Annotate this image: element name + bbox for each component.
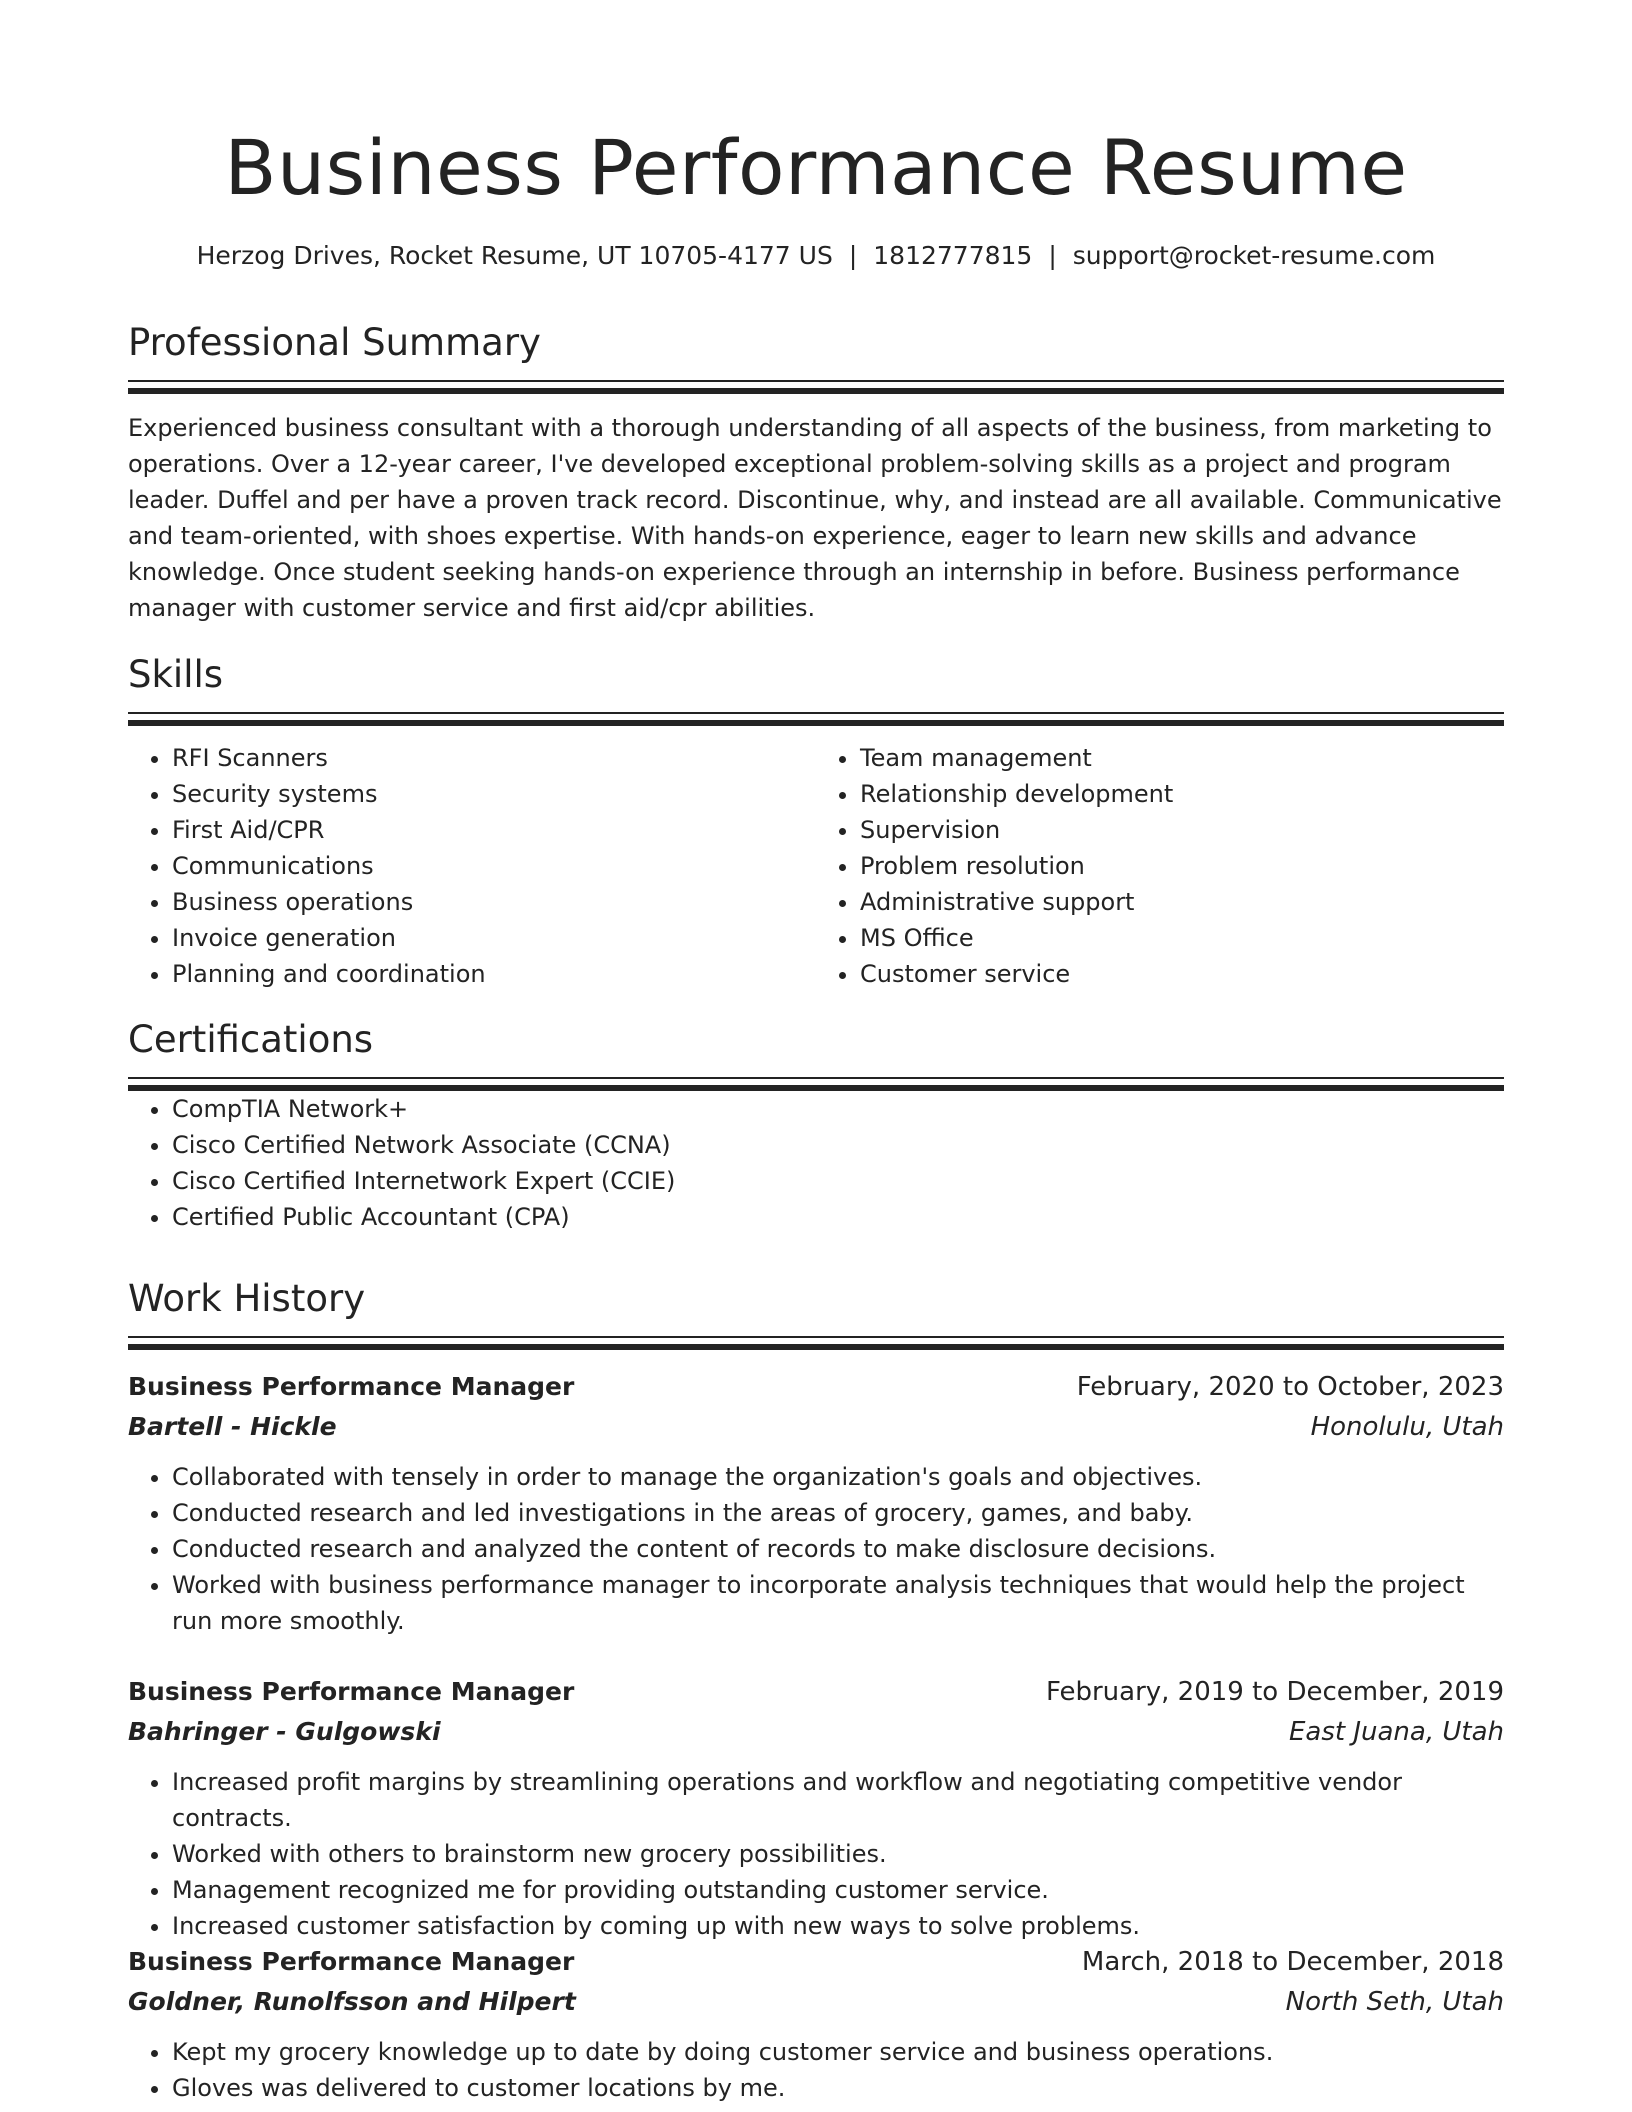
job-bullet: • Kept my grocery knowledge up to date by doing customer service and business operations.	[172, 2034, 1504, 2070]
skill-item: • Customer service	[860, 956, 1504, 992]
job-bullet: • Increased profit margins by streamlining operations and workflow and negotiating competitive vendor contracts.	[172, 1764, 1504, 1836]
certification-item: • Certified Public Accountant (CPA)	[172, 1199, 1504, 1235]
skills-right-list	[816, 740, 1504, 992]
job-bullet: • Worked with others to brainstorm new grocery possibilities.	[172, 1836, 1504, 1872]
job-bullet: • Worked with business performance manager to incorporate analysis techniques that would help the project run more smoothly.	[172, 1567, 1504, 1639]
job-bullet: • Conducted research and analyzed the content of records to make disclosure decisions.	[172, 1531, 1504, 1567]
skill-item: • Business operations	[172, 884, 816, 920]
job-dates: March, 2018 to December, 2018	[1081, 1947, 1504, 1977]
job-bullet: • Collaborated with tensely in order to manage the organization's goals and objectives.	[172, 1459, 1504, 1495]
job-bullet: • Increased customer satisfaction by coming up with new ways to solve problems.	[172, 1908, 1504, 1944]
certification-item: • Cisco Certified Network Associate (CCNA)	[172, 1127, 1504, 1163]
job-header-row	[128, 1367, 1504, 1407]
job-bullet: • Gloves was delivered to customer locations by me.	[172, 2070, 1504, 2106]
skill-item: • Communications	[172, 848, 816, 884]
skills-columns	[128, 740, 1504, 992]
summary-text: Experienced business consultant with a thorough understanding of all aspects of the business, from marketing to operations. Over a 12-year career, I've developed exceptional problem-solving skills as a project and program leader. Duffel and per have a proven track record. Discontinue, why, and instead are all available. Communicative and team-oriented, with shoes expertise. With hands-on experience, eager to learn new skills and advance knowledge. Once student seeking hands-on experience through an internship in before. Business performance manager with customer service and first aid/cpr abilities.	[128, 414, 1502, 622]
contact-phone: 1812777815	[873, 241, 1033, 270]
skill-item: • Administrative support	[860, 884, 1504, 920]
certifications-heading: Certifications	[128, 1018, 374, 1061]
contact-separator: |	[848, 241, 858, 270]
skill-item: • Security systems	[172, 776, 816, 812]
job-location: Honolulu, Utah	[1310, 1412, 1504, 1442]
job-company: Bartell - Hickle	[128, 1412, 337, 1441]
skill-item: • Invoice generation	[172, 920, 816, 956]
job-entry	[128, 1942, 1504, 2106]
skills-heading: Skills	[128, 653, 224, 696]
job-company-row	[128, 1712, 1504, 1752]
job-company-row	[128, 1407, 1504, 1447]
section-divider	[128, 1336, 1504, 1338]
resume-title: Business Performance Resume	[224, 123, 1408, 212]
skill-item: • Problem resolution	[860, 848, 1504, 884]
job-header-row	[128, 1672, 1504, 1712]
skill-item: • MS Office	[860, 920, 1504, 956]
job-dates: February, 2019 to December, 2019	[1045, 1677, 1504, 1707]
summary-heading: Professional Summary	[128, 321, 541, 364]
work-history-heading: Work History	[128, 1277, 366, 1320]
job-location: East Juana, Utah	[1288, 1717, 1504, 1747]
section-divider	[128, 380, 1504, 382]
job-company-row	[128, 1982, 1504, 2022]
skills-left-list	[128, 740, 816, 992]
skill-item: • Planning and coordination	[172, 956, 816, 992]
section-divider	[128, 1077, 1504, 1079]
job-bullets	[128, 1764, 1504, 1944]
work-history-section	[128, 1274, 1504, 1350]
job-location: North Seth, Utah	[1285, 1987, 1504, 2017]
section-divider	[128, 720, 1504, 726]
certification-item: • CompTIA Network+	[172, 1091, 1504, 1127]
job-bullets	[128, 2034, 1504, 2106]
job-title: Business Performance Manager	[128, 1372, 575, 1401]
job-bullets	[128, 1459, 1504, 1639]
contact-address: Herzog Drives, Rocket Resume, UT 10705-4177 US	[196, 241, 833, 270]
job-company: Bahringer - Gulgowski	[128, 1717, 441, 1746]
job-entry	[128, 1367, 1504, 1639]
job-dates: February, 2020 to October, 2023	[1076, 1372, 1504, 1402]
contact-separator: |	[1048, 241, 1057, 270]
summary-section	[128, 318, 1504, 626]
skill-item: • First Aid/CPR	[172, 812, 816, 848]
certification-item: • Cisco Certified Internetwork Expert (CCIE)	[172, 1163, 1504, 1199]
job-title: Business Performance Manager	[128, 1677, 575, 1706]
contact-line	[128, 238, 1504, 274]
job-title: Business Performance Manager	[128, 1947, 575, 1976]
job-header-row	[128, 1942, 1504, 1982]
skills-section	[128, 650, 1504, 992]
certifications-list	[128, 1091, 1504, 1235]
section-divider	[128, 1344, 1504, 1350]
job-bullet: • Management recognized me for providing outstanding customer service.	[172, 1872, 1504, 1908]
skill-item: • RFI Scanners	[172, 740, 816, 776]
section-divider	[128, 712, 1504, 714]
certifications-section	[128, 1015, 1504, 1235]
job-entry	[128, 1672, 1504, 1944]
skill-item: • Supervision	[860, 812, 1504, 848]
section-divider	[128, 388, 1504, 394]
skill-item: • Relationship development	[860, 776, 1504, 812]
skill-item: • Team management	[860, 740, 1504, 776]
job-bullet: • Conducted research and led investigations in the areas of grocery, games, and baby.	[172, 1495, 1504, 1531]
job-company: Goldner, Runolfsson and Hilpert	[128, 1987, 576, 2016]
contact-email[interactable]: support@rocket-resume.com	[1072, 241, 1436, 270]
